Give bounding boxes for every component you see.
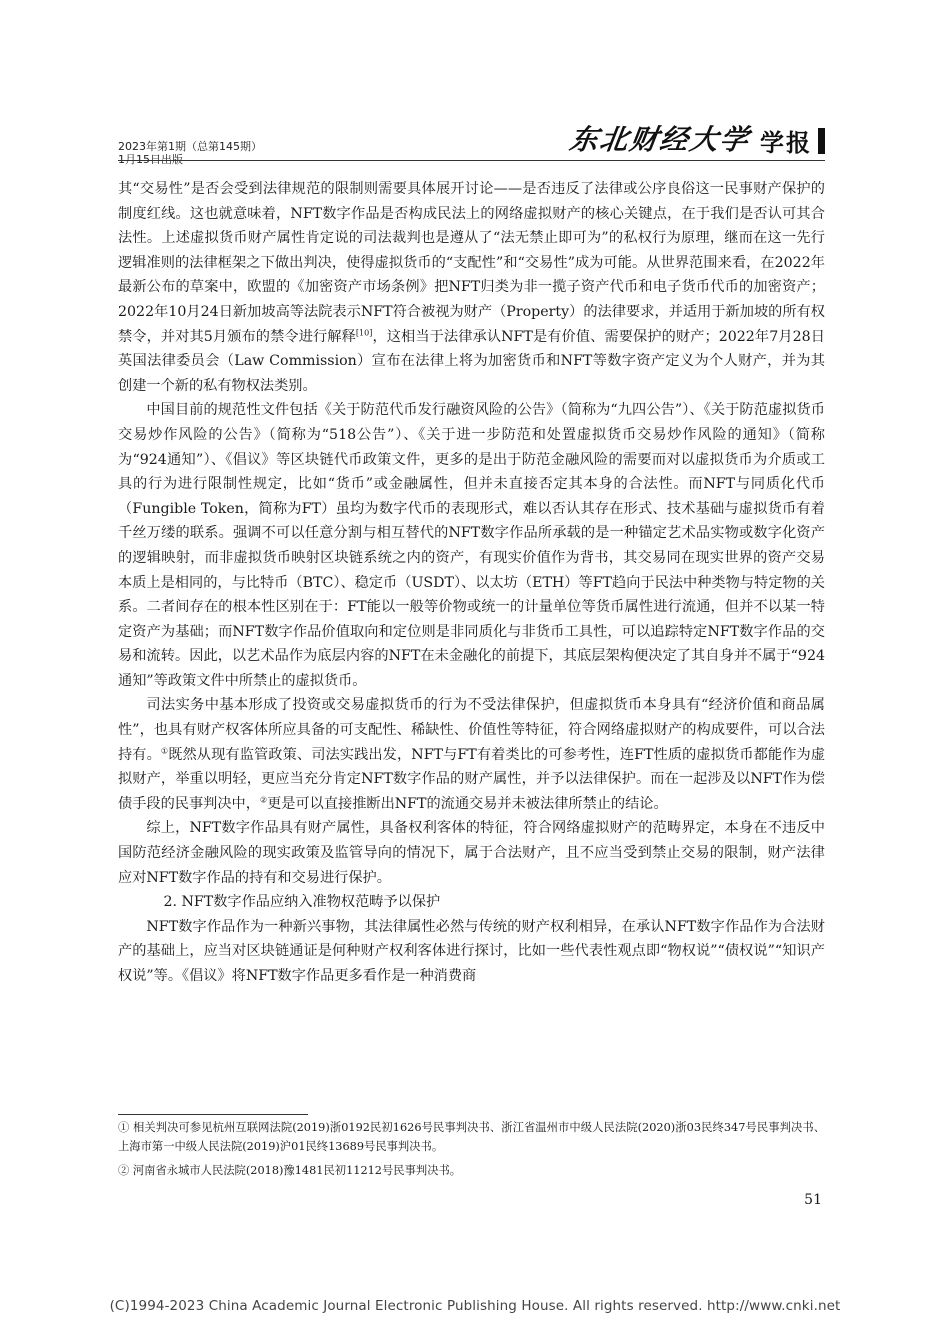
journal-logo: [567, 118, 825, 158]
paragraph-3-text-c: 更是可以直接推断出NFT的流通交易并未被法律所禁止的结论。: [267, 795, 668, 812]
paragraph-3-text-b: 既然从现有监管政策、司法实践出发，NFT与FT有着类比的可参考性，连FT性质的虚拟货币都能作为虚拟财产，举重以明轻，更应当充分肯定NFT数字作品的财产属性，并予以法律保护。而在一起涉及以NFT作为偿债手段的民事判决中，: [118, 746, 826, 812]
paragraph-1: [118, 177, 825, 398]
paragraph-5: NFT数字作品作为一种新兴事物，其法律属性必然与传统的财产权利相异，在承认NFT数字作品作为合法财产的基础上，应当对区块链通证是何种财产权利客体进行探讨，比如一些代表性观点即“物权说”“债权说”“知识产权说”等。《倡议》将NFT数字作品更多看作是一种消费商: [118, 918, 825, 984]
journal-suffix: 学报: [760, 129, 812, 157]
footnote-1: ① 相关判决可参见杭州互联网法院(2019)浙0192民初1626号民事判决书、浙江省温州市中级人民法院(2020)浙03民终347号民事判决书、上海市第一中级人民法院(2019)沪01民终13689号民事判决书。: [118, 1121, 825, 1153]
footnote-2: ② 河南省永城市人民法院(2018)豫1481民初11212号民事判决书。: [118, 1164, 462, 1177]
section-heading: 2. NFT数字作品应纳入准物权范畴予以保护: [163, 894, 441, 911]
footnote-mark-1: ①: [160, 745, 169, 755]
paragraph-3-text-a: 司法实务中基本形成了投资或交易虚拟货币的行为不受法律保护，但虚拟货币本身具有“经济价值和商品属性”，也具有财产权客体所应具备的可支配性、稀缺性、价值性等特征，符合网络虚拟财产的构成要件，可以合法持有。: [118, 697, 825, 763]
article-body: [118, 177, 825, 989]
issue-info: [118, 140, 262, 166]
header-divider: [118, 160, 825, 161]
footnote-divider: [118, 1114, 308, 1115]
paragraph-1-text: 其“交易性”是否会受到法律规范的限制则需要具体展开讨论——是否违反了法律或公序良俗这一民事财产保护的制度红线。这也就意味着，NFT数字作品是否构成民法上的网络虚拟财产的核心关键点，在于我们是否认可其合法性。上述虚拟货币财产属性肯定说的司法裁判也是遵从了“法无禁止即可为”的私权行为原理，继而在这一先行逻辑准则的法律框架之下做出判决，使得虚拟货币的“支配性”和“交易性”成为可能。从世界范围来看，在2022年最新公布的草案中，欧盟的《加密资产市场条例》把NFT归类为非一揽子资产代币和电子货币代币的加密资产；2022年10月24日新加坡高等法院表示NFT符合被视为财产（Property）的法律要求，并适用于新加坡的所有权禁令，并对其5月颁布的禁令进行解释: [118, 181, 825, 345]
citation-ref-10: [10]: [355, 327, 373, 337]
paragraph-4: 综上，NFT数字作品具有财产属性，具备权利客体的特征，符合网络虚拟财产的范畴界定，本身在不违反中国防范经济金融风险的现实政策及监管导向的情况下，属于合法财产，且不应当受到禁止交易的限制，财产法律应对NFT数字作品的持有和交易进行保护。: [118, 820, 825, 886]
paragraph-3: [118, 693, 825, 816]
issue-number: 2023年第1期（总第145期）: [118, 140, 262, 153]
logo-bar-mark: [818, 128, 825, 154]
paragraph-2: 中国目前的规范性文件包括《关于防范代币发行融资风险的公告》（简称为“九四公告”）、《关于防范虚拟货币交易炒作风险的公告》（简称为“518公告”）、《关于进一步防范和处置虚拟货币交易炒作风险的通知》（简称为“924通知”）、《倡议》等区块链代币政策文件，更多的是出于防范金融风险的需要而对以虚拟货币为介质或工具的行为进行限制性规定，比如“货币”或金融属性，但并未直接否定其本身的合法性。而NFT与同质化代币（Fungible Token，简称为FT）虽均为数字代币的表现形式，难以否认其存在形式、技术基础与虚拟货币有着千丝万缕的联系。强调不可以任意分割与相互替代的NFT数字作品所承载的是一种锚定艺术品实物或数字化资产的逻辑映射，而非虚拟货币映射区块链系统之内的资产，有现实价值作为背书，其交易同在现实世界的资产交易本质上是相同的，与比特币（BTC）、稳定币（USDT）、以太坊（ETH）等FT趋向于民法中种类物与特定物的关系。二者间存在的根本性区别在于：FT能以一般等价物或统一的计量单位等货币属性进行流通，但并不以某一特定资产为基础；而NFT数字作品价值取向和定位则是非同质化与非货币工具性，可以追踪特定NFT数字作品的交易和流转。因此，以艺术品作为底层内容的NFT在未金融化的前提下，其底层架构便决定了其自身并不属于“924通知”等政策文件中所禁止的虚拟货币。: [118, 402, 825, 689]
paragraph-1-tail: ，这相当于法律承认NFT是有价值、需要保护的财产；2022年7月28日英国法律委员会（Law Commission）宣布在法律上将为加密货币和NFT等数字资产定义为个人财产，并为其创建一个新的私有物权法类别。: [118, 328, 825, 394]
journal-calligraphy-logo: 东北财经大学: [567, 123, 753, 156]
publish-date: 1月15日出版: [118, 153, 183, 166]
page-number: 51: [804, 1192, 822, 1208]
copyright-notice: (C)1994-2023 China Academic Journal Electronic Publishing House. All rights reserved. http://www.cnki.net: [109, 1298, 841, 1314]
footnote-mark-2: ②: [259, 795, 268, 805]
footnotes: [118, 1118, 825, 1185]
